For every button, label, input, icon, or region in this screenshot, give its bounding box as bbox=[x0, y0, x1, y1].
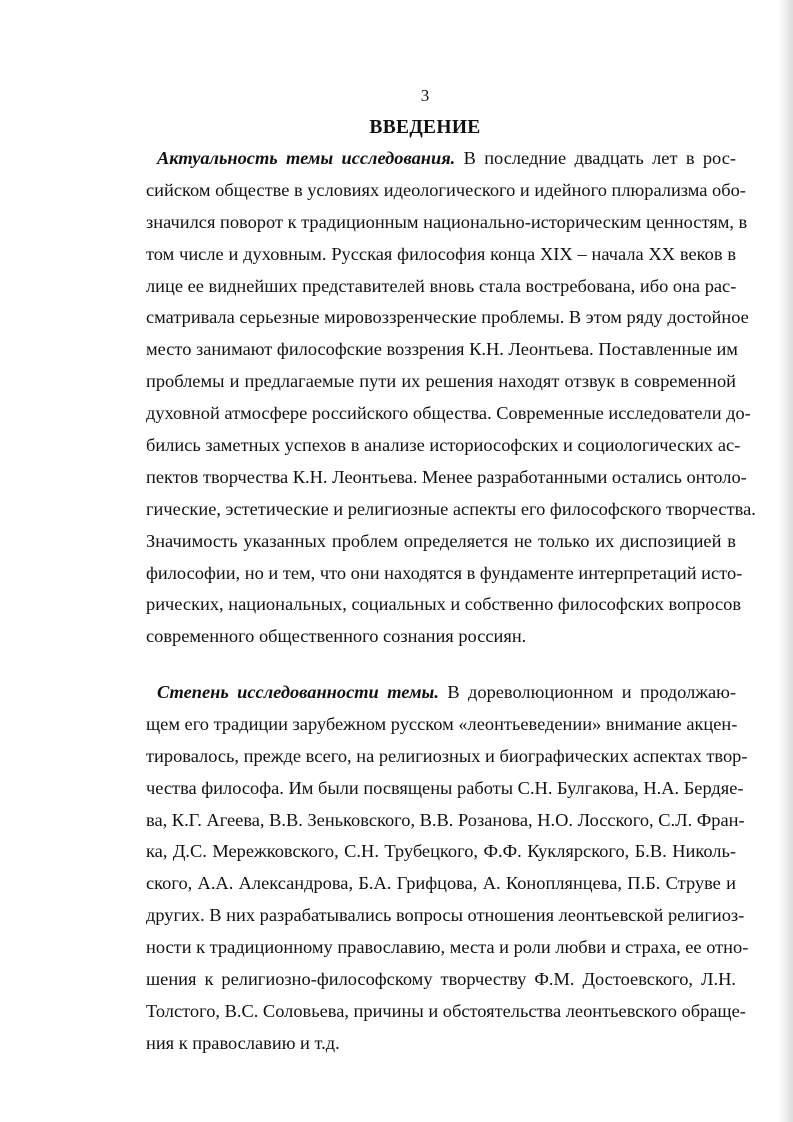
page-title: ВВЕДЕНИЕ bbox=[369, 117, 481, 138]
paragraph-lead-heading: Степень исследованности темы. bbox=[157, 682, 439, 702]
text-line: ности к традиционному православию, места и роли любви и страха, ее отно- bbox=[146, 937, 749, 958]
text-line: духовной атмосфере российского общества. Современные исследователи до- bbox=[146, 403, 751, 424]
text-line: проблемы и предлагаемые пути их решения находят отзвук в современной bbox=[146, 371, 736, 392]
text-line: ка, Д.С. Мережковского, С.Н. Трубецкого, Ф.Ф. Куклярского, Б.В. Николь- bbox=[146, 841, 736, 862]
paragraph-relevance bbox=[146, 143, 756, 653]
text-line: значился поворот к традиционным национально-историческим ценностям, в bbox=[146, 211, 748, 232]
text-line: Значимость указанных проблем определяется не только их диспозицией в bbox=[146, 530, 736, 551]
text-line: философии, но и тем, что они находятся в фундаменте интерпретаций исто- bbox=[146, 562, 743, 583]
text-line: Толстого, В.С. Соловьева, причины и обстоятельства леонтьевского обраще- bbox=[146, 1000, 746, 1021]
text-line: тировалось, прежде всего, на религиозных и биографических аспектах твор- bbox=[146, 745, 748, 766]
text-line: ского, А.А. Александрова, Б.А. Грифцова, А. Коноплянцева, П.Б. Струве и bbox=[146, 873, 736, 894]
text-line: пектов творчества К.Н. Леонтьева. Менее разработанными остались онтоло- bbox=[146, 466, 747, 487]
text-line: рических, национальных, социальных и собственно философских вопросов bbox=[146, 594, 742, 615]
text-line: лице ее виднейших представителей вновь стала востребована, ибо она рас- bbox=[146, 275, 737, 296]
text-line: сийском обществе в условиях идеологического и идейного плюрализма обо- bbox=[146, 179, 746, 200]
text-line: других. В них разрабатывались вопросы отношения леонтьевской религиоз- bbox=[146, 905, 745, 926]
text-line bbox=[146, 677, 736, 709]
text-line: сматривала серьезные мировоззренческие проблемы. В этом ряду достойное bbox=[146, 307, 749, 328]
page-number: 3 bbox=[420, 86, 430, 105]
text-line: том числе и духовным. Русская философия конца XIX – начала XX веков в bbox=[146, 243, 736, 264]
text-line: место занимают философские воззрения К.Н. Леонтьева. Поставленные им bbox=[146, 339, 738, 360]
text-line: гические, эстетические и религиозные аспекты его философского творчества. bbox=[146, 498, 756, 519]
text-line: шения к религиозно-философскому творчеству Ф.М. Достоевского, Л.Н. bbox=[146, 969, 736, 990]
text-line: современного общественного сознания россиян. bbox=[146, 626, 527, 647]
paragraph-research-degree bbox=[146, 677, 749, 1060]
text-line: щем его традиции зарубежном русском «леонтьеведении» внимание акцен- bbox=[146, 713, 738, 734]
text-line bbox=[146, 143, 736, 175]
text-line: бились заметных успехов в анализе историософских и социологических ас- bbox=[146, 435, 741, 456]
scan-edge-shadow bbox=[779, 0, 793, 1122]
text-line-content: В последние двадцать лет в рос- bbox=[455, 148, 736, 168]
paragraph-lead-heading: Актуальность темы исследования. bbox=[157, 148, 456, 168]
text-line: ния к православию и т.д. bbox=[146, 1032, 340, 1053]
text-line-content: В дореволюционном и продолжаю- bbox=[438, 682, 736, 702]
text-line: чества философа. Им были посвящены работы С.Н. Булгакова, Н.А. Бердяе- bbox=[146, 777, 744, 798]
text-line: ва, К.Г. Агеева, В.В. Зеньковского, В.В. Розанова, Н.О. Лосского, С.Л. Фран- bbox=[146, 809, 745, 830]
